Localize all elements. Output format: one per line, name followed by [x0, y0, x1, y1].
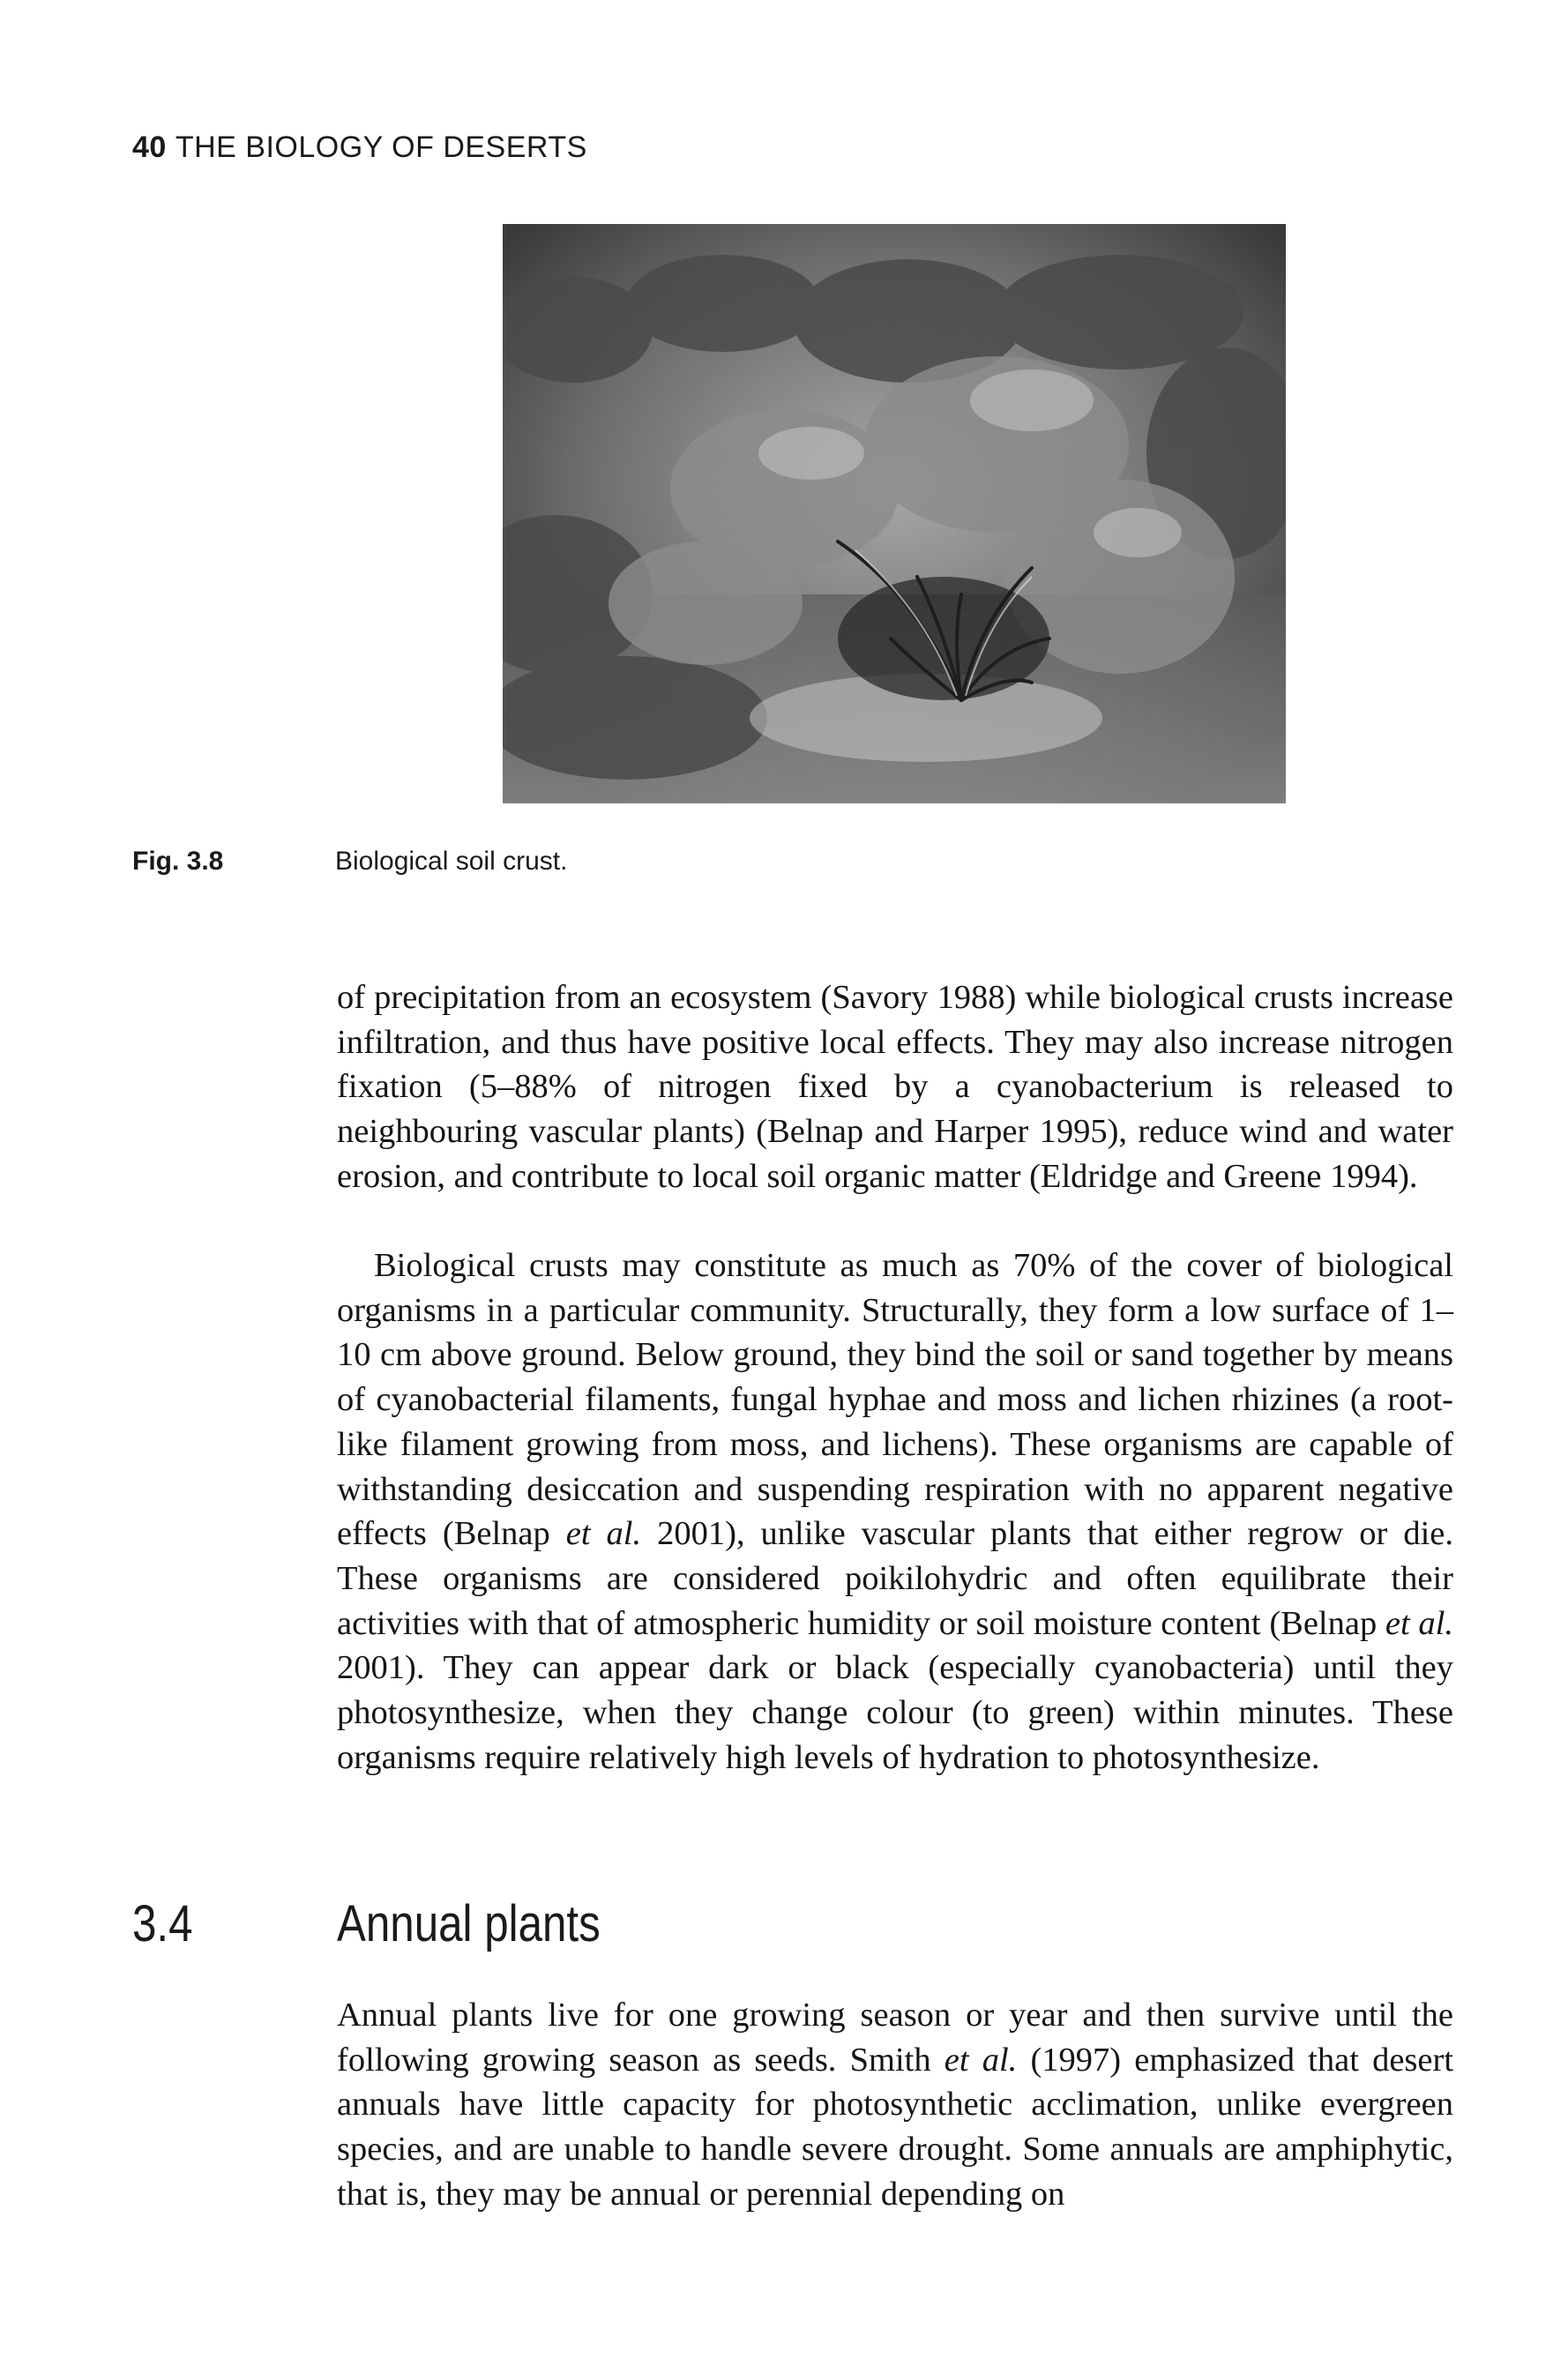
italic-citation: et al. [565, 1515, 642, 1553]
running-head-title: THE BIOLOGY OF DESERTS [175, 131, 587, 164]
paragraph-text: 2001). They can appear dark or black (especially cyanobacteria) until they photosynthesize, when they change colour (to green) within minutes. These organisms require relatively high levels of hydration to photosynthesize. [337, 1649, 1453, 1776]
paragraph-text: (1997) emphasized that desert annuals have little capacity for photosynthetic acclimation, unlike evergreen species, and are unable to handle severe drought. Some annuals are amphiphytic, that is, they may be annual or perennial depending on [337, 2041, 1454, 2213]
paragraph-text: 2001), unlike vascular plants that either regrow or die. These organisms are considered poikilohydric and often equilibrate their activities with that of atmospheric humidity or soil moisture content (Belnap [337, 1515, 1453, 1642]
paragraph-annual-plants [337, 1993, 1453, 2217]
italic-citation: et al. [944, 2041, 1018, 2079]
paragraph-biological-crust-structure [337, 1243, 1453, 1780]
paragraph-text: Biological crusts may constitute as much as 70% of the cover of biological organisms in a particular community. Structurally, they form a low surface of 1–10 cm above ground. Below ground, they bind the soil or sand together by means of cyanobacterial filaments, fungal hyphae and moss and lichen rhizines (a root-like filament growing from moss, and lichens). These organisms are capable of withstanding desiccation and suspending respiration with no apparent negative effects (Belnap [337, 1247, 1453, 1553]
figure-caption: Biological soil crust. [335, 847, 568, 876]
figure-label: Fig. 3.8 [132, 847, 224, 876]
paragraph-biological-crust-effects [337, 975, 1453, 1199]
section-title: Annual plants [337, 1895, 601, 1952]
paragraph-text: Annual plants live for one growing season or year and then survive until the following growing season as seeds. Smith [337, 1997, 1453, 2079]
paragraph-text: of precipitation from an ecosystem (Savory 1988) while biological crusts increase infiltration, and thus have positive local effects. They may also increase nitrogen fixation (5–88% of nitrogen fixed by a cyanobacterium is released to neighbouring vascular plants) (Belnap and Harper 1995), reduce wind and water erosion, and contribute to local soil organic matter (Eldridge and Greene 1994). [337, 979, 1453, 1195]
running-head [132, 131, 587, 165]
page-number: 40 [132, 131, 167, 164]
section-number: 3.4 [132, 1895, 193, 1952]
soil-crust-photo [503, 224, 1286, 803]
italic-citation: et al. [1385, 1604, 1453, 1642]
